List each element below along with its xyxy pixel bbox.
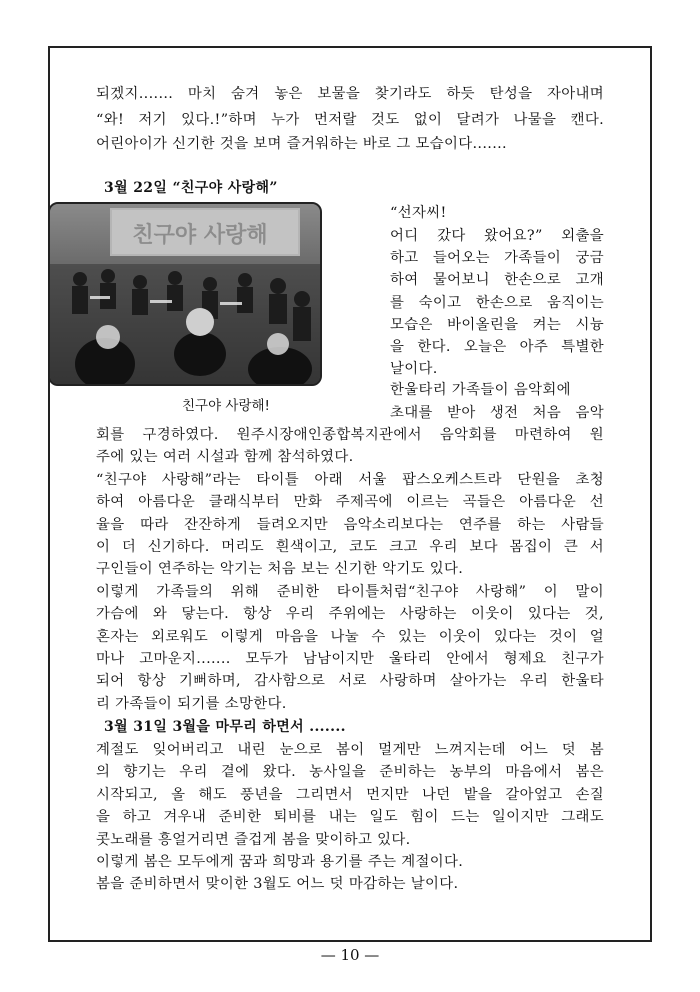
text-line: 을 한다. 오늘은 아주 특별한 xyxy=(390,339,604,355)
text-line: 혼자는 외로워도 이렇게 마음을 나눌 수 있는 이웃이 있다는 것이 얼 xyxy=(96,629,604,645)
text-line: 하고 들어오는 가족들이 궁금 xyxy=(390,250,604,266)
text-line: 리 가족들이 되기를 소망한다. xyxy=(96,696,287,712)
photo-caption: 친구야 사랑해! xyxy=(182,398,270,414)
page-number: — 10 — xyxy=(320,946,380,964)
text-line: 마나 고마운지....... 모두가 남남이지만 울타리 안에서 형제요 친구가 xyxy=(96,651,604,667)
text-line: 율을 따라 잔잔하게 들려오지만 음악소리보다는 연주를 하는 사람들 xyxy=(96,517,604,533)
text-line: 날이다. xyxy=(390,361,438,377)
text-line: 하여 물어보니 한손으로 고개 xyxy=(390,272,604,288)
text-line: 주에 있는 여러 시설과 함께 참석하였다. xyxy=(96,449,354,465)
text-line: 의 향기는 우리 곁에 왔다. 농사일을 준비하는 농부의 마음에서 봄은 xyxy=(96,764,604,780)
text-line: 모습은 바이올린을 켜는 시늉 xyxy=(390,317,604,333)
text-line: 계절도 잊어버리고 내린 눈으로 봄이 멀게만 느껴지는데 어느 덧 봄 xyxy=(96,742,604,758)
text-line: 어디 갔다 왔어요?” 외출을 xyxy=(390,228,604,244)
banner-text: 친구야 사랑해 xyxy=(132,223,268,248)
text-line: 이렇게 봄은 모두에게 꿈과 희망과 용기를 주는 계절이다. xyxy=(96,854,464,870)
text-line: 초대를 받아 생전 처음 음악 xyxy=(390,405,604,421)
orchestra-image xyxy=(50,204,320,384)
text-line: 되겠지....... 마치 숨겨 놓은 보물을 찾기라도 하듯 탄성을 자아내며 xyxy=(96,86,604,102)
section-heading: 3월 22일 “친구야 사랑해” xyxy=(104,180,278,196)
concert-photo xyxy=(48,202,322,386)
text-line: 구인들이 연주하는 악기는 처음 보는 신기한 악기도 있다. xyxy=(96,561,464,577)
text-line: 이렇게 가족들의 위해 준비한 타이틀처럼“친구야 사랑해” 이 말이 xyxy=(96,584,604,600)
text-line: “친구야 사랑해”라는 타이틀 아래 서울 팝스오케스트라 단원을 초청 xyxy=(96,472,604,488)
text-line: 이 더 신기하다. 머리도 흰색이고, 코도 크고 우리 보다 몸집이 큰 서 xyxy=(96,539,604,555)
text-line: “와! 저기 있다.!”하며 누가 먼저랄 것도 없이 달려가 나물을 캔다. xyxy=(96,112,604,128)
text-line: 봄을 준비하면서 맞이한 3월도 어느 덧 마감하는 날이다. xyxy=(96,876,459,892)
text-line: 회를 구경하였다. 원주시장애인종합복지관에서 음악회를 마련하여 원 xyxy=(96,427,604,443)
text-line: 가슴에 와 닿는다. 항상 우리 주위에는 사랑하는 이웃이 있다는 것, xyxy=(96,606,604,622)
text-line: 을 하고 겨우내 준비한 퇴비를 내는 일도 힘이 드는 일이지만 그래도 xyxy=(96,809,604,825)
text-line: 콧노래를 흥얼거리면 즐겁게 봄을 맞이하고 있다. xyxy=(96,832,411,848)
text-line: 어린아이가 신기한 것을 보며 즐거워하는 바로 그 모습이다....... xyxy=(96,136,507,152)
text-line: 하여 아름다운 클래식부터 만화 주제곡에 이르는 곡들은 아름다운 선 xyxy=(96,494,604,510)
section-heading: 3월 31일 3월을 마무리 하면서 ....... xyxy=(104,719,346,735)
text-line: 시작되고, 올 해도 풍년을 그리면서 먼지만 나던 밭을 갈아엎고 손질 xyxy=(96,787,604,803)
text-line: 한울타리 가족들이 음악회에 xyxy=(390,382,571,398)
text-line: 를 숙이고 한손으로 움직이는 xyxy=(390,295,604,311)
text-line: 되어 항상 기뻐하며, 감사함으로 서로 사랑하며 살아가는 우리 한울타 xyxy=(96,673,604,689)
text-line: “선자씨! xyxy=(390,205,447,221)
